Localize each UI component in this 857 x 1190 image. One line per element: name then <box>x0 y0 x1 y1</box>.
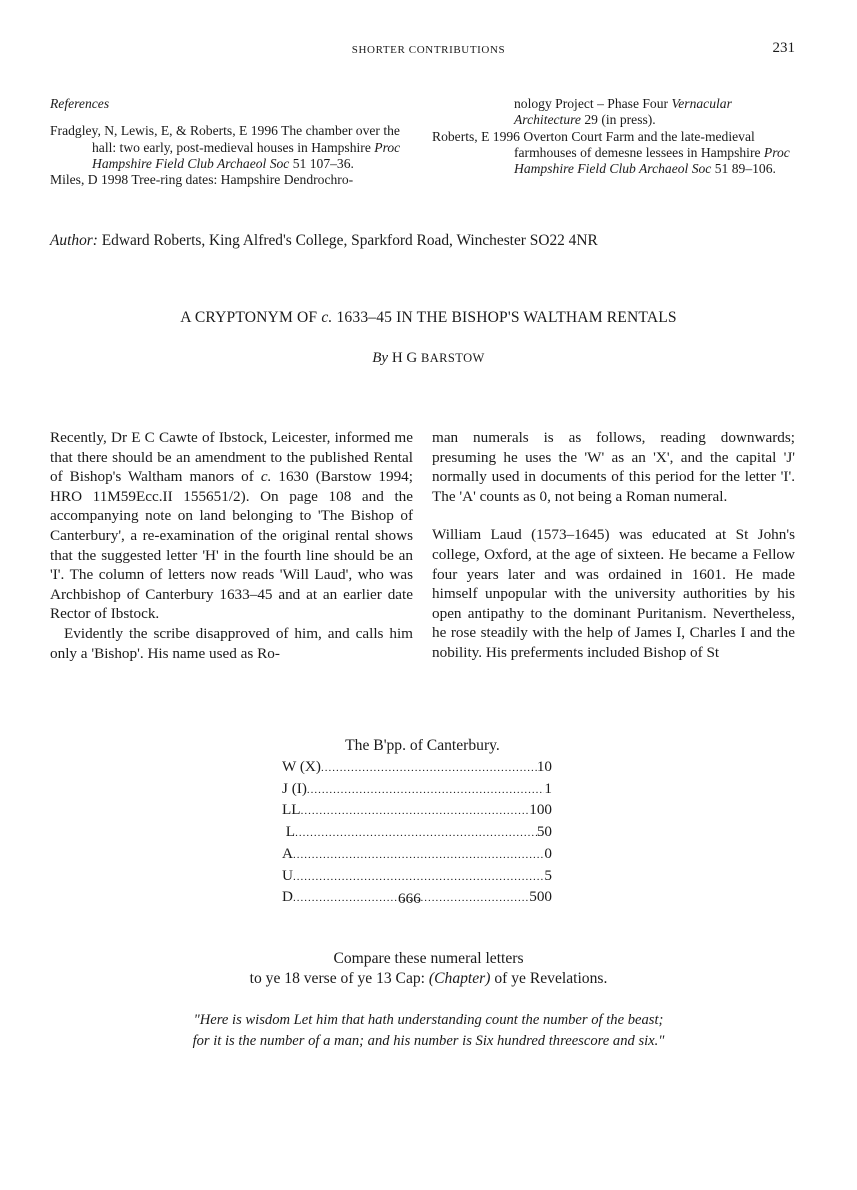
byline: By H G BARSTOW <box>372 350 485 366</box>
running-head: SHORTER CONTRIBUTIONS <box>351 44 506 56</box>
numeral-row: A ..... 0 <box>282 844 552 866</box>
compare-note <box>0 949 857 989</box>
numeral-row: J (I) ..... 1 <box>282 779 552 801</box>
body-right-column <box>432 428 795 663</box>
reference-item: Roberts, E 1996 Overton Court Farm and the late-medieval farmhouses of demesne lessees in Hampshire Proc Hampshire Field Club Archaeol Soc 51 89–106. <box>432 128 790 177</box>
reference-item: Fradgley, N, Lewis, E, & Roberts, E 1996 The chamber over the hall: two early, post-medieval houses in Hampshire Proc Hampshire Field Club Archaeol Soc 51 107–36. <box>50 123 401 171</box>
reference-item-continued: nology Project – Phase Four Vernacular Architecture 29 (in press). <box>514 96 732 128</box>
quote-line: for it is the number of a man; and his number is Six hundred threescore and six." <box>192 1033 665 1049</box>
page-number: 231 <box>772 40 795 56</box>
scripture-quote <box>0 1010 857 1052</box>
reference-item: Miles, D 1998 Tree-ring dates: Hampshire Dendrochro- <box>50 172 354 188</box>
numeral-row: LL ..... 100 <box>282 800 552 822</box>
body-paragraph: man numerals is as follows, reading downwards; presuming he uses the 'W' as an 'X', and the capital 'J' normally used in documents of this period for the letter 'I'. The 'A' counts as 0, not being a Roman numeral. <box>432 429 795 505</box>
numeral-total: 666 <box>398 890 421 907</box>
body-paragraph: William Laud (1573–1645) was educated at St John's college, Oxford, at the age of sixteen. He became a Fellow four years later and was ordained in 1601. He made himself unpopular with the university authorities by his open antipathy to the dominant Puritanism. Nevertheless, he rose steadily with the help of James I, Charles I and the nobility. His preferments included Bishop of St <box>432 526 795 661</box>
compare-line: to ye 18 verse of ye 13 Cap: (Chapter) of ye Revelations. <box>249 970 608 987</box>
references-heading: References <box>50 96 110 111</box>
numeral-row: U ..... 5 <box>282 866 552 888</box>
numeral-row: D ..... 500 <box>282 887 552 909</box>
quote-line: "Here is wisdom Let him that hath understanding count the number of the beast; <box>193 1012 664 1028</box>
references-left-column <box>50 96 415 188</box>
author-text: Edward Roberts, King Alfred's College, Sparkford Road, Winchester SO22 4NR <box>101 232 598 249</box>
numeral-table-title: The B'pp. of Canterbury. <box>345 737 500 754</box>
article-title: A CRYPTONYM OF c. 1633–45 IN THE BISHOP'S WALTHAM RENTALS <box>180 309 677 326</box>
numeral-row: L ..... 50 <box>282 822 552 844</box>
numeral-table <box>282 757 552 909</box>
body-left-column <box>50 428 413 663</box>
compare-line: Compare these numeral letters <box>333 950 524 967</box>
body-paragraph: Recently, Dr E C Cawte of Ibstock, Leicester, informed me that there should be an amendment to the published Rental of Bishop's Waltham manors of c. 1630 (Barstow 1994; HRO 11M59Ecc.II 155651/2). On page 108 and the accompanying note on land belonging to 'The Bishop of Canterbury', a re-examination of the original rental shows that the suggested letter 'H' in the fourth line should be an 'I'. The column of letters now reads 'Will Laud', who was Archbishop of Canterbury 1633–45 and at an earlier date Rector of Ibstock. <box>50 429 413 623</box>
references-right-column <box>432 96 795 177</box>
body-paragraph: Evidently the scribe disapproved of him, and calls him only a 'Bishop'. His name used as Ro- <box>50 624 413 662</box>
author-label: Author: <box>50 232 98 249</box>
numeral-row: W (X) ..... 10 <box>282 757 552 779</box>
author-note <box>50 232 598 250</box>
